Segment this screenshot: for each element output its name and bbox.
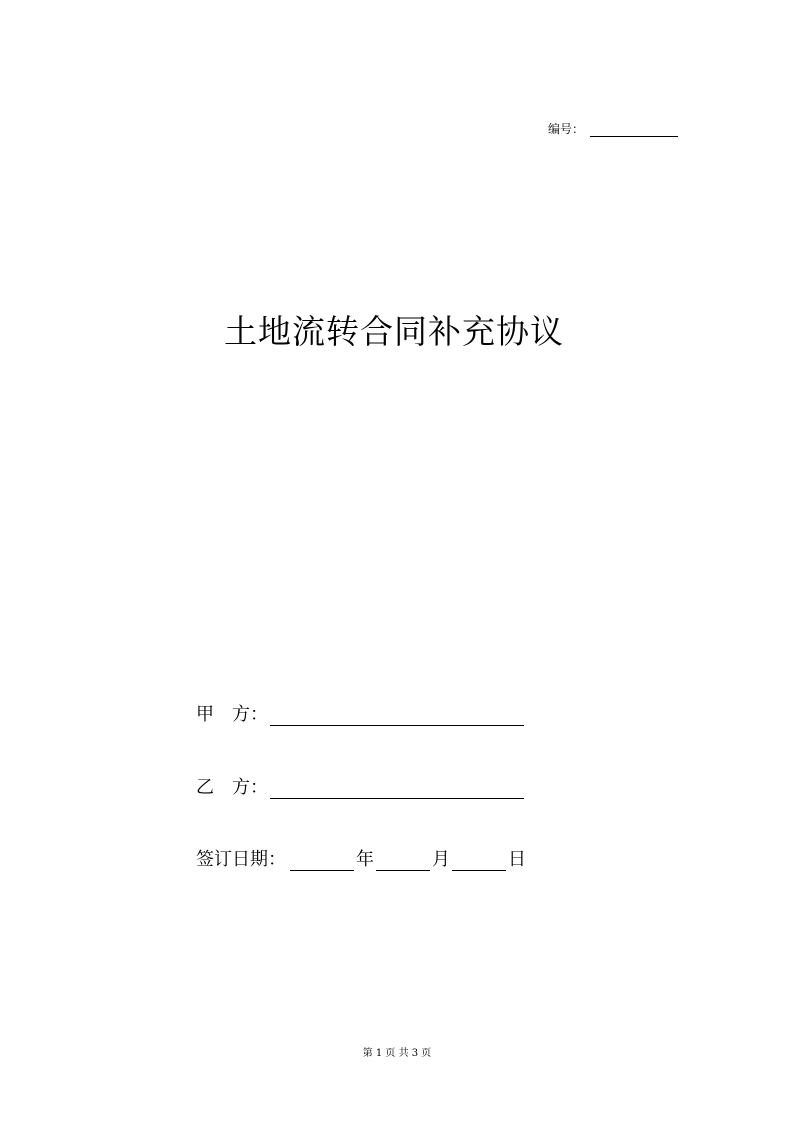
year-label: 年 [356,849,374,870]
party-a-label: 甲 方： [196,704,268,725]
signing-date-field [196,845,526,871]
signing-date-label: 签订日期： [196,849,286,870]
party-b-blank [270,780,524,799]
month-label: 月 [432,849,450,870]
month-blank [376,852,430,871]
document-number-blank [590,122,678,137]
document-number-label: 编号： [548,122,585,136]
year-blank [290,852,354,871]
document-number [548,120,678,137]
party-a-field [196,700,524,726]
day-label: 日 [508,849,526,870]
page-footer: 第 1 页 共 3 页 [362,1048,432,1059]
party-b-label: 乙 方： [196,777,268,798]
party-b-field [196,773,524,799]
day-blank [452,852,506,871]
document-title: 土地流转合同补充协议 [224,312,564,351]
party-a-blank [270,707,524,726]
